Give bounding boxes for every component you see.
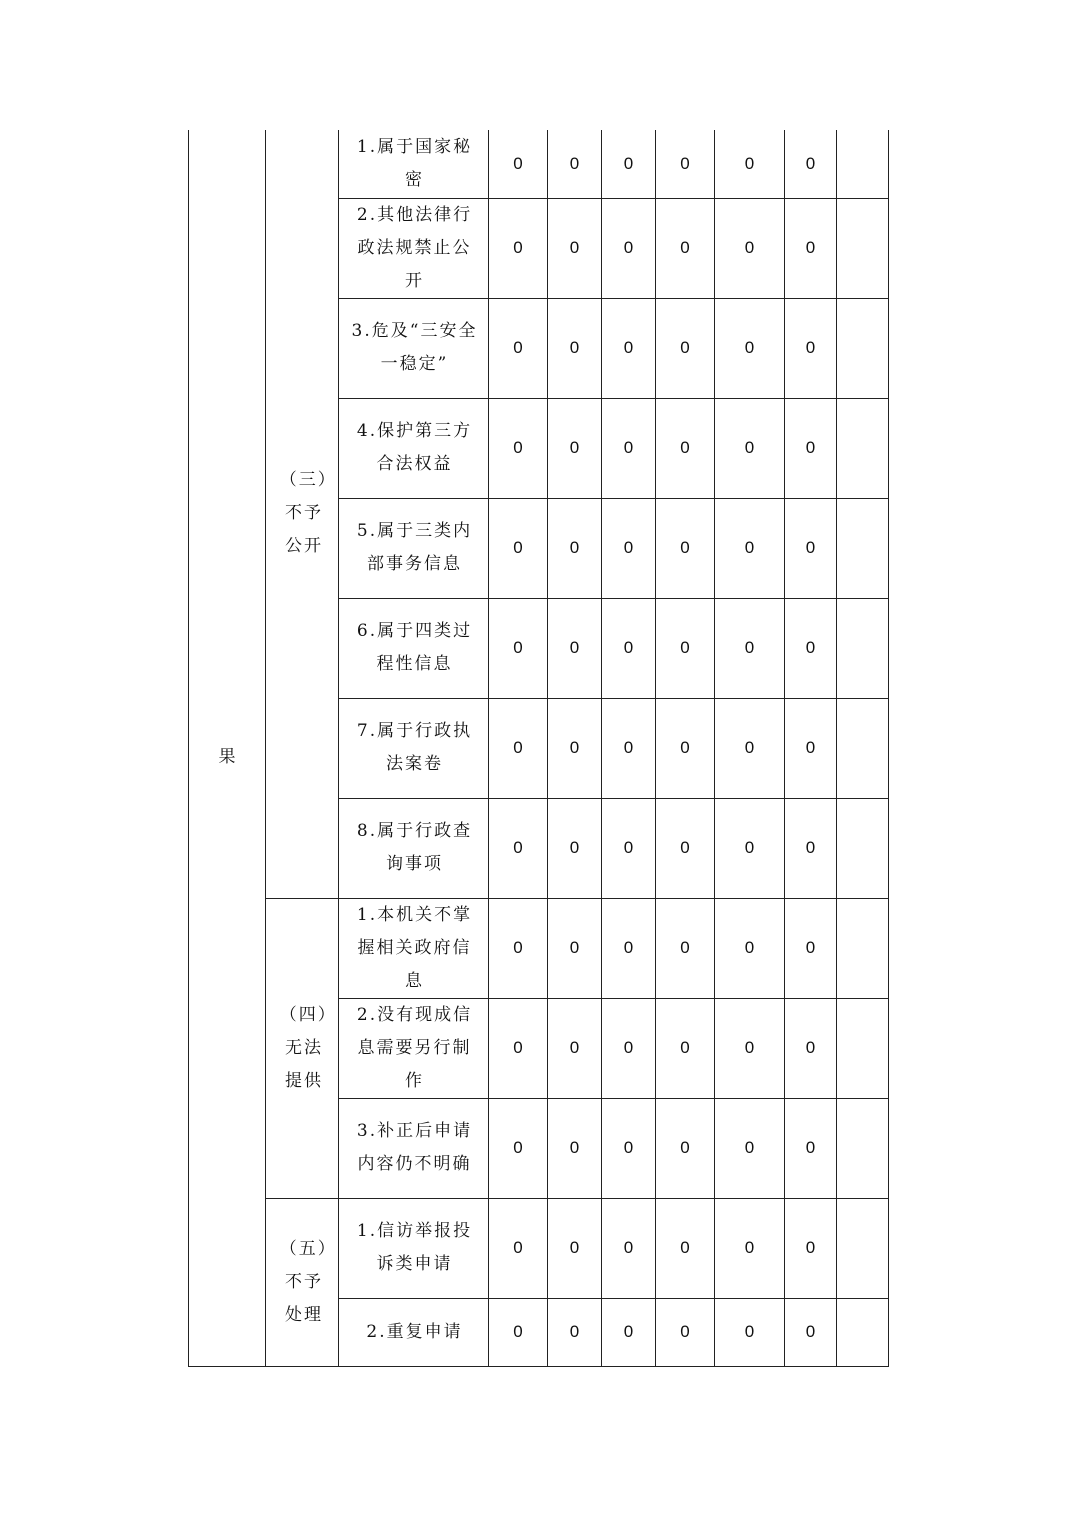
value-cell: 0 [656,198,715,298]
value-cell: 0 [489,798,548,898]
value-cell: 0 [656,398,715,498]
value-cell: 0 [489,198,548,298]
row-item-label: 2.其他法律行政法规禁止公开 [339,198,489,298]
value-cell: 0 [489,698,548,798]
value-cell: 0 [715,598,785,698]
value-cell: 0 [715,898,785,998]
value-cell: 0 [548,130,602,198]
value-cell: 0 [602,598,656,698]
value-cell: 0 [489,998,548,1098]
value-cell: 0 [489,1098,548,1198]
value-cell: 0 [489,498,548,598]
disclosure-statistics-table [188,130,889,1367]
row-item-label: 8.属于行政查询事项 [339,798,489,898]
value-cell: 0 [548,398,602,498]
row-item-label: 5.属于三类内部事务信息 [339,498,489,598]
empty-cell [837,598,889,698]
value-cell: 0 [785,398,837,498]
value-cell: 0 [785,130,837,198]
value-cell: 0 [656,1198,715,1298]
value-cell: 0 [785,1098,837,1198]
empty-cell [837,198,889,298]
empty-cell [837,798,889,898]
empty-cell [837,1198,889,1298]
value-cell: 0 [656,998,715,1098]
value-cell: 0 [602,498,656,598]
empty-cell [837,298,889,398]
value-cell: 0 [602,398,656,498]
row-item-label: 1.本机关不掌握相关政府信息 [339,898,489,998]
value-cell: 0 [548,1298,602,1366]
value-cell: 0 [548,798,602,898]
empty-cell [837,130,889,198]
row-item-label: 1.属于国家秘密 [339,130,489,198]
value-cell: 0 [548,598,602,698]
value-cell: 0 [656,130,715,198]
table-row [189,1198,889,1298]
value-cell: 0 [656,498,715,598]
value-cell: 0 [656,1298,715,1366]
value-cell: 0 [715,698,785,798]
value-cell: 0 [656,698,715,798]
value-cell: 0 [785,898,837,998]
row-item-label: 7.属于行政执法案卷 [339,698,489,798]
value-cell: 0 [785,498,837,598]
value-cell: 0 [785,198,837,298]
outer-category-label: 果 [189,130,266,1366]
value-cell: 0 [489,1198,548,1298]
value-cell: 0 [656,298,715,398]
group-label: （五）不予处理 [266,1198,339,1366]
value-cell: 0 [785,998,837,1098]
value-cell: 0 [715,1098,785,1198]
value-cell: 0 [715,498,785,598]
value-cell: 0 [785,698,837,798]
value-cell: 0 [785,1198,837,1298]
value-cell: 0 [785,598,837,698]
value-cell: 0 [785,298,837,398]
value-cell: 0 [715,298,785,398]
value-cell: 0 [602,1198,656,1298]
empty-cell [837,1298,889,1366]
value-cell: 0 [602,1298,656,1366]
value-cell: 0 [602,298,656,398]
row-item-label: 2.重复申请 [339,1298,489,1366]
value-cell: 0 [548,498,602,598]
value-cell: 0 [548,1098,602,1198]
value-cell: 0 [602,1098,656,1198]
value-cell: 0 [489,298,548,398]
empty-cell [837,898,889,998]
value-cell: 0 [785,798,837,898]
value-cell: 0 [715,130,785,198]
value-cell: 0 [489,598,548,698]
row-item-label: 3.危及“三安全一稳定” [339,298,489,398]
value-cell: 0 [602,798,656,898]
value-cell: 0 [602,198,656,298]
value-cell: 0 [656,1098,715,1198]
value-cell: 0 [715,1198,785,1298]
value-cell: 0 [715,1298,785,1366]
value-cell: 0 [548,1198,602,1298]
empty-cell [837,698,889,798]
value-cell: 0 [548,698,602,798]
value-cell: 0 [656,898,715,998]
empty-cell [837,998,889,1098]
value-cell: 0 [785,1298,837,1366]
value-cell: 0 [489,398,548,498]
value-cell: 0 [602,130,656,198]
empty-cell [837,398,889,498]
value-cell: 0 [602,898,656,998]
value-cell: 0 [489,130,548,198]
value-cell: 0 [548,298,602,398]
row-item-label: 3.补正后申请内容仍不明确 [339,1098,489,1198]
table-row [189,898,889,998]
value-cell: 0 [548,198,602,298]
value-cell: 0 [656,798,715,898]
empty-cell [837,498,889,598]
value-cell: 0 [548,998,602,1098]
value-cell: 0 [489,898,548,998]
value-cell: 0 [656,598,715,698]
row-item-label: 6.属于四类过程性信息 [339,598,489,698]
group-label: （四）无法提供 [266,898,339,1198]
value-cell: 0 [602,698,656,798]
row-item-label: 2.没有现成信息需要另行制作 [339,998,489,1098]
row-item-label: 1.信访举报投诉类申请 [339,1198,489,1298]
empty-cell [837,1098,889,1198]
value-cell: 0 [715,798,785,898]
value-cell: 0 [548,898,602,998]
table-row [189,130,889,198]
value-cell: 0 [489,1298,548,1366]
value-cell: 0 [715,398,785,498]
value-cell: 0 [715,998,785,1098]
value-cell: 0 [602,998,656,1098]
group-label: （三）不予公开 [266,130,339,898]
value-cell: 0 [715,198,785,298]
row-item-label: 4.保护第三方合法权益 [339,398,489,498]
